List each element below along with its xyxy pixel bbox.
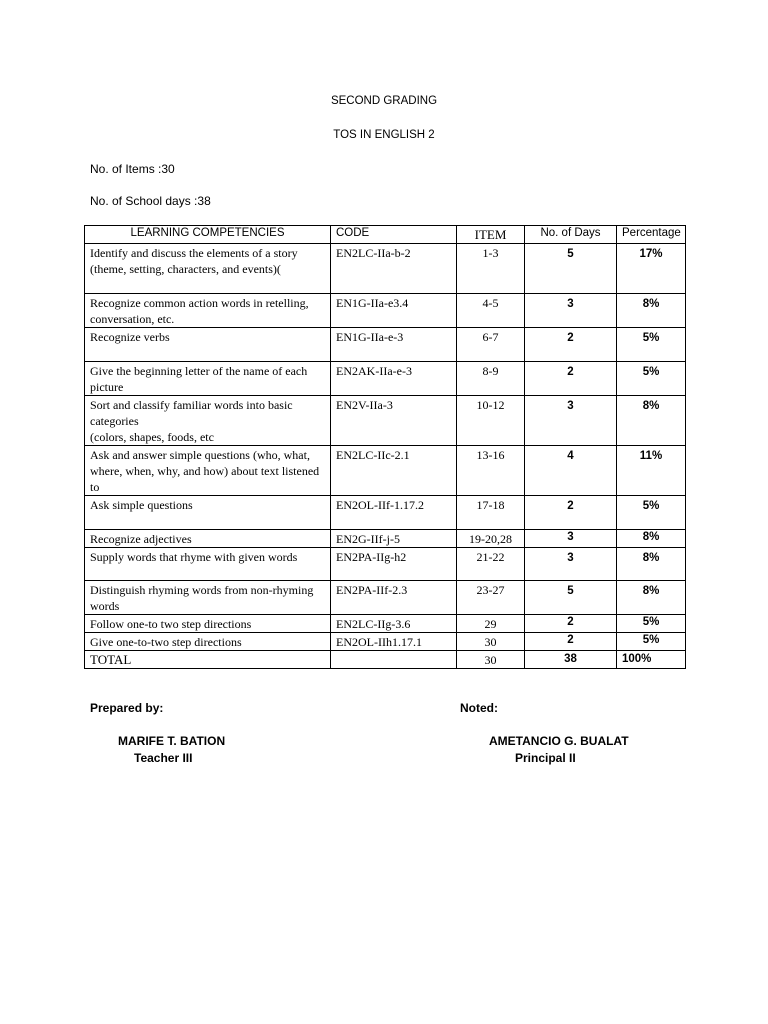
percentage-cell: 5% bbox=[617, 496, 686, 530]
table-row bbox=[85, 581, 686, 615]
table-row bbox=[85, 396, 686, 446]
table-row bbox=[85, 446, 686, 496]
item-cell: 19-20,28 bbox=[457, 530, 525, 548]
days-cell: 2 bbox=[525, 496, 617, 530]
item-cell: 1-3 bbox=[457, 244, 525, 294]
header-days: No. of Days bbox=[525, 226, 617, 244]
percentage-cell: 5% bbox=[617, 615, 686, 633]
header-percentage: Percentage bbox=[617, 226, 686, 244]
item-cell: 23-27 bbox=[457, 581, 525, 615]
prepared-by-label: Prepared by: bbox=[90, 701, 164, 715]
code-cell: EN1G-IIa-e-3 bbox=[331, 328, 457, 362]
item-cell: 6-7 bbox=[457, 328, 525, 362]
total-percentage: 100% bbox=[617, 651, 686, 669]
percentage-cell: 5% bbox=[617, 633, 686, 651]
table-row bbox=[85, 328, 686, 362]
percentage-cell: 5% bbox=[617, 362, 686, 396]
days-cell: 3 bbox=[525, 294, 617, 328]
number-of-school-days: No. of School days :38 bbox=[90, 194, 211, 208]
competency-cell: Supply words that rhyme with given words bbox=[85, 548, 331, 581]
code-cell: EN2PA-IIf-2.3 bbox=[331, 581, 457, 615]
code-cell: EN2LC-IIc-2.1 bbox=[331, 446, 457, 496]
competency-cell: Follow one-to two step directions bbox=[85, 615, 331, 633]
competency-cell: Recognize common action words in retelling, conversation, etc. bbox=[85, 294, 331, 328]
days-cell: 2 bbox=[525, 633, 617, 651]
days-cell: 2 bbox=[525, 362, 617, 396]
document-title: TOS IN ENGLISH 2 bbox=[333, 129, 435, 141]
header-competency: LEARNING COMPETENCIES bbox=[85, 226, 331, 244]
code-cell: EN2PA-IIg-h2 bbox=[331, 548, 457, 581]
noted-label: Noted: bbox=[460, 701, 498, 715]
table-row bbox=[85, 362, 686, 396]
days-cell: 3 bbox=[525, 396, 617, 446]
document-grading-heading: SECOND GRADING bbox=[330, 95, 438, 107]
code-cell: EN2AK-IIa-e-3 bbox=[331, 362, 457, 396]
percentage-cell: 8% bbox=[617, 294, 686, 328]
table-row bbox=[85, 244, 686, 294]
percentage-cell: 5% bbox=[617, 328, 686, 362]
competency-cell: Ask and answer simple questions (who, what, where, when, why, and how) about text listened to bbox=[85, 446, 331, 496]
days-cell: 3 bbox=[525, 548, 617, 581]
table-row bbox=[85, 530, 686, 548]
item-cell: 17-18 bbox=[457, 496, 525, 530]
code-cell: EN2G-IIf-j-5 bbox=[331, 530, 457, 548]
percentage-cell: 8% bbox=[617, 530, 686, 548]
code-cell: EN2V-IIa-3 bbox=[331, 396, 457, 446]
code-cell: EN2OL-IIf-1.17.2 bbox=[331, 496, 457, 530]
code-cell: EN2OL-IIh1.17.1 bbox=[331, 633, 457, 651]
noter-name: AMETANCIO G. BUALAT bbox=[489, 734, 629, 748]
code-cell: EN2LC-IIa-b-2 bbox=[331, 244, 457, 294]
competency-cell: Distinguish rhyming words from non-rhyming words bbox=[85, 581, 331, 615]
competency-cell: Recognize adjectives bbox=[85, 530, 331, 548]
percentage-cell: 17% bbox=[617, 244, 686, 294]
header-item: ITEM bbox=[457, 226, 525, 244]
days-cell: 2 bbox=[525, 328, 617, 362]
preparer-title: Teacher III bbox=[134, 751, 193, 765]
number-of-items: No. of Items :30 bbox=[90, 162, 175, 176]
item-cell: 4-5 bbox=[457, 294, 525, 328]
noter-title: Principal II bbox=[515, 751, 576, 765]
percentage-cell: 8% bbox=[617, 396, 686, 446]
competency-cell: Give the beginning letter of the name of each picture bbox=[85, 362, 331, 396]
table-header-row bbox=[85, 226, 686, 244]
days-cell: 3 bbox=[525, 530, 617, 548]
total-items: 30 bbox=[457, 651, 525, 669]
preparer-name: MARIFE T. BATION bbox=[118, 734, 226, 748]
tos-table bbox=[84, 225, 686, 669]
days-cell: 5 bbox=[525, 244, 617, 294]
percentage-cell: 11% bbox=[617, 446, 686, 496]
item-cell: 8-9 bbox=[457, 362, 525, 396]
competency-cell: Sort and classify familiar words into basic categories (colors, shapes, foods, etc bbox=[85, 396, 331, 446]
item-cell: 21-22 bbox=[457, 548, 525, 581]
days-cell: 2 bbox=[525, 615, 617, 633]
table-row bbox=[85, 548, 686, 581]
percentage-cell: 8% bbox=[617, 548, 686, 581]
total-days: 38 bbox=[525, 651, 617, 669]
table-row bbox=[85, 615, 686, 633]
item-cell: 10-12 bbox=[457, 396, 525, 446]
competency-cell: Recognize verbs bbox=[85, 328, 331, 362]
header-code: CODE bbox=[331, 226, 457, 244]
item-cell: 29 bbox=[457, 615, 525, 633]
code-cell: EN2LC-IIg-3.6 bbox=[331, 615, 457, 633]
total-row bbox=[85, 651, 686, 669]
days-cell: 5 bbox=[525, 581, 617, 615]
table-row bbox=[85, 294, 686, 328]
competency-cell: Give one-to-two step directions bbox=[85, 633, 331, 651]
total-label: TOTAL bbox=[85, 651, 331, 669]
days-cell: 4 bbox=[525, 446, 617, 496]
competency-cell: Ask simple questions bbox=[85, 496, 331, 530]
percentage-cell: 8% bbox=[617, 581, 686, 615]
competency-cell: Identify and discuss the elements of a story (theme, setting, characters, and events)( bbox=[85, 244, 331, 294]
item-cell: 13-16 bbox=[457, 446, 525, 496]
item-cell: 30 bbox=[457, 633, 525, 651]
code-cell: EN1G-IIa-e3.4 bbox=[331, 294, 457, 328]
total-code-cell bbox=[331, 651, 457, 669]
table-row bbox=[85, 496, 686, 530]
table-row bbox=[85, 633, 686, 651]
